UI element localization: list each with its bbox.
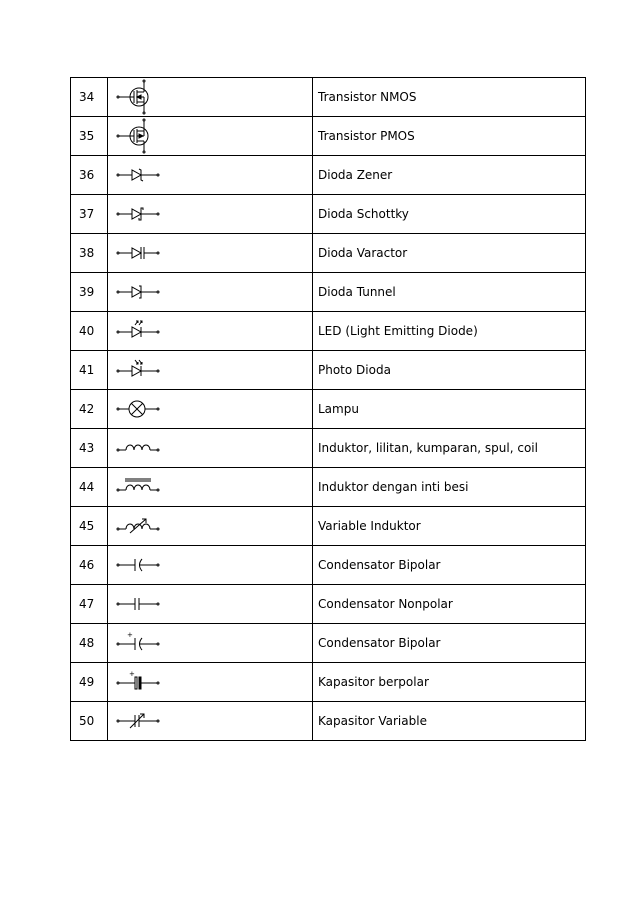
photodiode-icon	[114, 351, 164, 389]
row-number: 38	[71, 234, 108, 273]
iron-core-inductor-icon	[114, 468, 164, 506]
varactor-diode-icon	[114, 234, 164, 272]
symbol-name: Condensator Bipolar	[313, 624, 586, 663]
table-row	[71, 468, 586, 507]
row-number: 34	[71, 78, 108, 117]
tunnel-diode-icon	[114, 273, 164, 311]
variable-inductor-icon	[114, 507, 164, 545]
table-row	[71, 234, 586, 273]
symbol-name: Dioda Zener	[313, 156, 586, 195]
symbol-cell	[108, 78, 313, 117]
symbol-cell	[108, 585, 313, 624]
table-row	[71, 312, 586, 351]
row-number: 50	[71, 702, 108, 741]
bipolar-capacitor-icon	[114, 546, 164, 584]
symbol-name: Dioda Varactor	[313, 234, 586, 273]
symbol-cell	[108, 663, 313, 702]
transistor-pmos-icon	[114, 117, 164, 155]
symbol-name: Transistor NMOS	[313, 78, 586, 117]
row-number: 42	[71, 390, 108, 429]
row-number: 47	[71, 585, 108, 624]
led-icon	[114, 312, 164, 350]
symbol-cell	[108, 546, 313, 585]
svg-text:+: +	[129, 670, 135, 678]
polarized-capacitor-plus-icon	[114, 663, 164, 701]
inductor-icon	[114, 429, 164, 467]
table-row	[71, 390, 586, 429]
table-row	[71, 429, 586, 468]
symbol-name: LED (Light Emitting Diode)	[313, 312, 586, 351]
symbol-cell	[108, 195, 313, 234]
symbol-cell	[108, 351, 313, 390]
symbol-cell	[108, 429, 313, 468]
symbol-name: Induktor, lilitan, kumparan, spul, coil	[313, 429, 586, 468]
polarized-capacitor-icon	[114, 624, 164, 662]
symbol-cell	[108, 390, 313, 429]
table-row	[71, 78, 586, 117]
table-row	[71, 156, 586, 195]
symbol-name: Induktor dengan inti besi	[313, 468, 586, 507]
table-row	[71, 585, 586, 624]
row-number: 49	[71, 663, 108, 702]
symbol-name: Transistor PMOS	[313, 117, 586, 156]
table-row	[71, 351, 586, 390]
table-row	[71, 273, 586, 312]
row-number: 36	[71, 156, 108, 195]
table-row	[71, 117, 586, 156]
svg-text:+: +	[127, 631, 133, 639]
table-row	[71, 546, 586, 585]
transistor-nmos-icon	[114, 78, 164, 116]
row-number: 40	[71, 312, 108, 351]
symbol-table-body	[71, 78, 586, 741]
symbol-name: Photo Dioda	[313, 351, 586, 390]
row-number: 37	[71, 195, 108, 234]
variable-capacitor-icon	[114, 702, 164, 740]
row-number: 39	[71, 273, 108, 312]
symbol-name: Condensator Nonpolar	[313, 585, 586, 624]
symbol-name: Lampu	[313, 390, 586, 429]
row-number: 41	[71, 351, 108, 390]
schottky-diode-icon	[114, 195, 164, 233]
table-row	[71, 624, 586, 663]
symbol-name: Condensator Bipolar	[313, 546, 586, 585]
row-number: 43	[71, 429, 108, 468]
symbol-cell	[108, 468, 313, 507]
row-number: 48	[71, 624, 108, 663]
symbol-cell	[108, 234, 313, 273]
zener-diode-icon	[114, 156, 164, 194]
table-row	[71, 702, 586, 741]
symbol-cell	[108, 312, 313, 351]
table-row	[71, 195, 586, 234]
symbol-name: Variable Induktor	[313, 507, 586, 546]
row-number: 45	[71, 507, 108, 546]
nonpolar-capacitor-icon	[114, 585, 164, 623]
lamp-icon	[114, 390, 164, 428]
row-number: 44	[71, 468, 108, 507]
symbol-cell	[108, 117, 313, 156]
symbol-name: Dioda Tunnel	[313, 273, 586, 312]
row-number: 46	[71, 546, 108, 585]
table-row	[71, 663, 586, 702]
symbol-cell	[108, 624, 313, 663]
symbol-cell	[108, 156, 313, 195]
symbol-cell	[108, 702, 313, 741]
symbol-cell	[108, 273, 313, 312]
symbol-cell	[108, 507, 313, 546]
row-number: 35	[71, 117, 108, 156]
symbol-table	[70, 77, 586, 741]
table-row	[71, 507, 586, 546]
symbol-name: Dioda Schottky	[313, 195, 586, 234]
symbol-name: Kapasitor berpolar	[313, 663, 586, 702]
symbol-name: Kapasitor Variable	[313, 702, 586, 741]
